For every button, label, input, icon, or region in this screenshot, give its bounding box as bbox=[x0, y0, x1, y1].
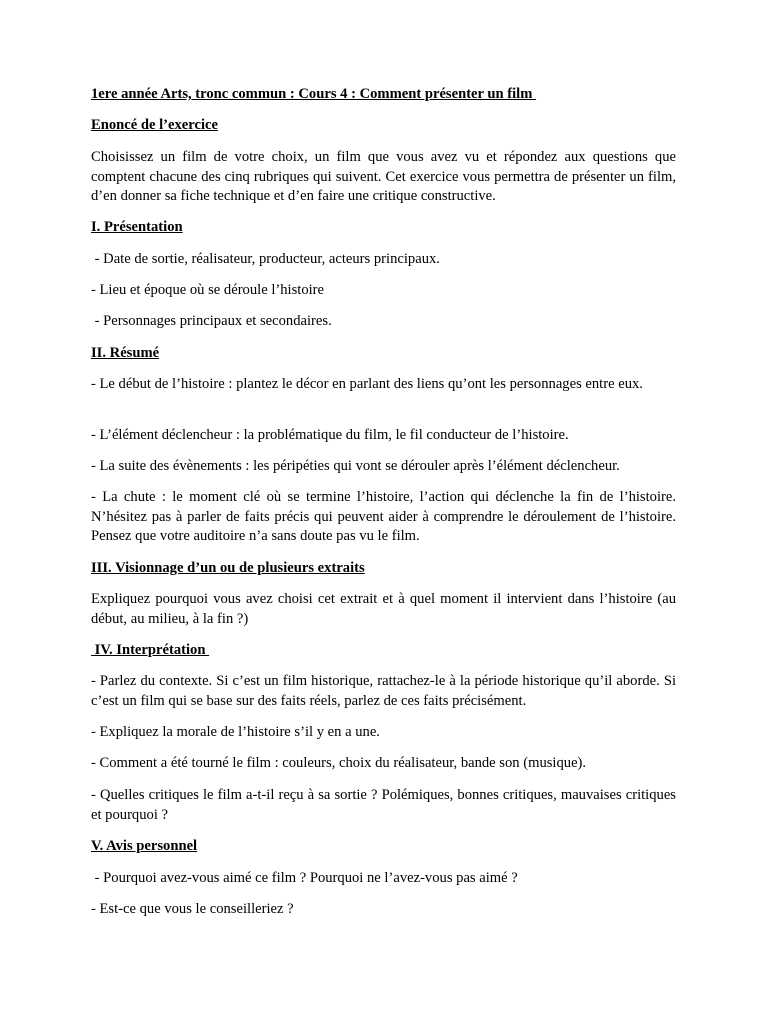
resume-item: - L’élément déclencheur : la problématique du film, le fil conducteur de l’histoire. bbox=[91, 427, 569, 443]
section-heading-avis: V. Avis personnel bbox=[91, 838, 198, 854]
interpretation-item: - Quelles critiques le film a-t-il reçu à sa sortie ? Polémiques, bonnes critiques, mauvaises critiques et pourquoi ? bbox=[91, 787, 676, 823]
intro-paragraph: Choisissez un film de votre choix, un film que vous avez vu et répondez aux questions que comptent chacune des cinq rubriques qui suivent. Cet exercice vous permettra de présenter un film, d’en donner sa fiche technique et d’en faire une critique constructive. bbox=[91, 149, 676, 204]
presentation-item: - Lieu et époque où se déroule l’histoire bbox=[91, 282, 325, 298]
resume-item: - La suite des évènements : les péripéties qui vont se dérouler après l’élément déclencheur. bbox=[91, 458, 620, 474]
presentation-item: - Date de sortie, réalisateur, producteur, acteurs principaux. bbox=[91, 251, 440, 267]
presentation-item: - Personnages principaux et secondaires. bbox=[91, 313, 332, 329]
section-heading-visionnage: III. Visionnage d’un ou de plusieurs extraits bbox=[91, 560, 365, 576]
enonce-heading: Enoncé de l’exercice bbox=[91, 117, 218, 133]
resume-item: - Le début de l’histoire : plantez le décor en parlant des liens qu’ont les personnages entre eux. bbox=[91, 376, 643, 392]
interpretation-item: - Expliquez la morale de l’histoire s’il y en a une. bbox=[91, 724, 380, 740]
avis-item: - Est-ce que vous le conseilleriez ? bbox=[91, 901, 294, 917]
interpretation-item: - Comment a été tourné le film : couleurs, choix du réalisateur, bande son (musique). bbox=[91, 755, 587, 771]
section-heading-interpretation: IV. Interprétation bbox=[91, 642, 210, 658]
interpretation-item: - Parlez du contexte. Si c’est un film historique, rattachez-le à la période historique qu’il aborde. Si c’est un film qui se base sur des faits réels, parlez de ces faits précisément. bbox=[91, 673, 676, 709]
section-heading-resume: II. Résumé bbox=[91, 345, 160, 361]
visionnage-item: Expliquez pourquoi vous avez choisi cet extrait et à quel moment il intervient dans l’histoire (au début, au milieu, à la fin ?) bbox=[91, 591, 676, 627]
resume-item: - La chute : le moment clé où se termine l’histoire, l’action qui déclenche la fin de l’histoire. N’hésitez pas à parler de faits précis qui peuvent aider à comprendre le déroulement de l’histoire. Pensez que votre auditoire n’a sans doute pas vu le film. bbox=[91, 489, 676, 544]
section-heading-presentation: I. Présentation bbox=[91, 219, 183, 235]
document-title: 1ere année Arts, tronc commun : Cours 4 : Comment présenter un film bbox=[91, 86, 537, 102]
avis-item: - Pourquoi avez-vous aimé ce film ? Pourquoi ne l’avez-vous pas aimé ? bbox=[91, 870, 518, 886]
